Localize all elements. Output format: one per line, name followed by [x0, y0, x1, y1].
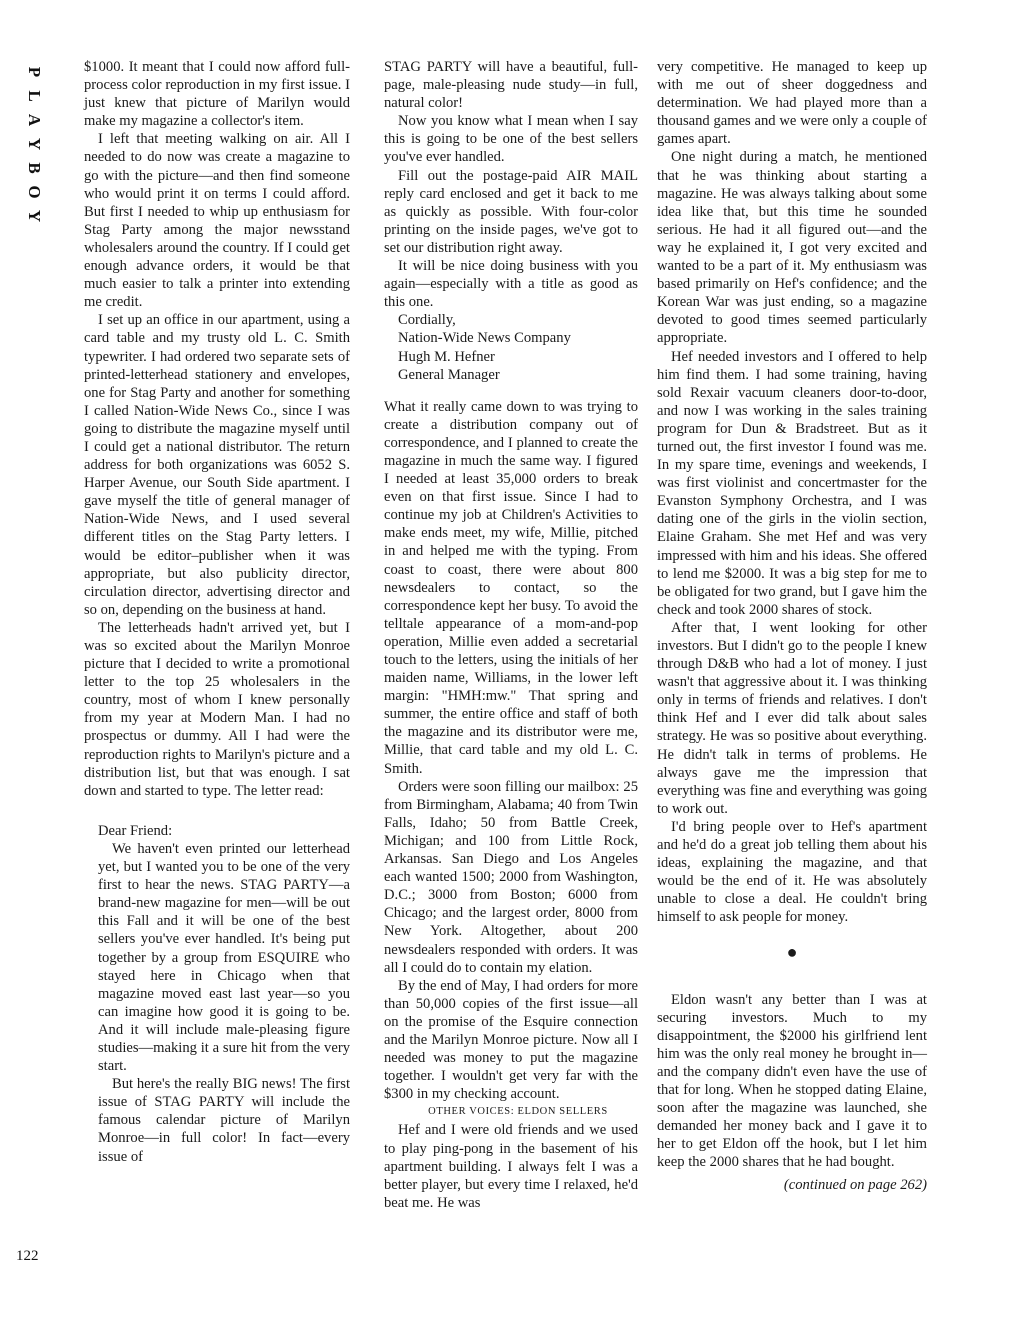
letter-signature	[398, 311, 638, 383]
spine-letter: Y	[25, 209, 44, 223]
paragraph: The letterheads hadn't arrived yet, but I was so excited about the Marilyn Monroe picture that I decided to write a promotional letter to the top 25 wholesalers in the country, most of whom I knew personally from my year at Modern Man. I had no prospectus or dummy. All I had were the reproduction rights to Marilyn's picture and a distribution list, but that was enough. I sat down and started to type. The letter read:	[84, 619, 350, 799]
spine-letter: O	[25, 185, 44, 199]
spine-letter: P	[25, 66, 44, 78]
column-1	[84, 58, 350, 1166]
page-number: 122	[16, 1248, 39, 1264]
section-heading: OTHER VOICES: ELDON SELLERS	[428, 1106, 608, 1118]
paragraph: Orders were soon filling our mailbox: 25 from Birmingham, Alabama; 40 from Twin Falls, Idaho; 50 from Battle Creek, Michigan; and 100 from Little Rock, Arkansas. San Diego and Los Angeles each wanted 1500; 2000 from Washington, D.C.; 3000 from Boston; 6000 from Chicago; and the largest order, 8000 from New York. Altogether, about 200 newsdealers responded with orders. It was all I could do to contain my elation.	[384, 778, 638, 976]
spine-letter: B	[25, 162, 44, 174]
paragraph: Eldon wasn't any better than I was at securing investors. Much to my disappointment, the $2000 his girlfriend lent him was the only real money he brought in—and the company didn't even have the use of that for long. When he stopped dating Elaine, soon after the magazine was launched, she demanded her money back and I gave it to her to get Eldon off the hook, but I let him keep the 2000 shares that he had bought.	[657, 991, 927, 1171]
signature-line: General Manager	[398, 366, 500, 383]
column-3	[657, 58, 927, 1194]
column-2	[384, 58, 638, 1212]
paragraph: I'd bring people over to Hef's apartment and he'd do a great job telling them about his ideas, explaining the magazine, and that would be the end of it. He was absolutely unable to close a deal. He couldn't bring himself to ask people for money.	[657, 818, 927, 926]
paragraph: I set up an office in our apartment, using a card table and my trusty old L. C. Smith typewriter. I had ordered two separate sets of printed-letterhead stationery and envelopes, one for Stag Party and another for something I called Nation-Wide News Co., since I was going to distribute the magazine myself until I could get a national distributor. The return address for both organizations was 6052 S. Harper Avenue, our South Side apartment. I gave myself the title of general manager of Nation-Wide News, and I used several different titles on the Stag Party letters. I would be editor–publisher when it was appropriate, but also publicity director, circulation director, advertising director and so on, depending on the business at hand.	[84, 312, 350, 618]
letter-salutation: Dear Friend:	[98, 822, 173, 839]
letter-paragraph: But here's the really BIG news! The first issue of STAG PARTY will include the famous calendar picture of Marilyn Monroe—in full color! In fact—every issue of	[98, 1076, 350, 1165]
paragraph: After that, I went looking for other investors. But I didn't go to the people I knew through D&B who had a lot of money. I just wasn't that aggressive about it. I was thinking only in terms of friends and relatives. I don't think Hef and I ever did talk about sales strategy. He was so positive about everything. He didn't talk in terms of problems. He always gave me the impression that everything was fine and everything was going to work out.	[657, 619, 927, 817]
spine-letter: L	[25, 90, 44, 102]
letter-paragraph: It will be nice doing business with you again—especially with a title as good as this one.	[384, 258, 638, 311]
letter-paragraph: Fill out the postage-paid AIR MAIL reply card enclosed and get it back to me as quickly as possible. With four-color printing on the inside pages, we've got to set our distribution right away.	[384, 167, 638, 256]
paragraph: I left that meeting walking on air. All I needed to do now was create a magazine to go with the picture—and then find someone who would print it on terms I could afford. But first I needed to whip up enthusiasm for Stag Party among the major newsstand wholesalers around the country. If I could get enough advance orders, it would be that much easier to talk a printer into extending me credit.	[84, 131, 350, 311]
paragraph: What it really came down to was trying to create a distribution company out of correspondence, and I planned to create the magazine in much the same way. I figured I needed at least 35,000 orders to break even on that first issue. Since I had to continue my job at Children's Activities to make ends meet, my wife, Millie, pitched in and helped me with the typing. From coast to coast, there were about 800 newsdealers to contact, so the correspondence kept her busy. To avoid the telltale appearance of a mom-and-pop operation, Millie even added a secretarial touch to the letters, using the initials of her maiden name, Williams, in the lower left margin: "HMH:mw." That spring and summer, the entire office and staff of both the magazine and its distributor were me, Millie, that card table and my old L. C. Smith.	[384, 398, 638, 777]
letter-paragraph: We haven't even printed our letterhead yet, but I wanted you to be one of the very first to hear the news. STAG PARTY—a brand-new magazine for men—will be out this Fall and it will be one of the best sellers you've ever handled. It's being put together by a group from ESQUIRE who stayed here in Chicago when that magazine moved east last year—so you can imagine how good it is going to be. And it will include male-pleasing figure studies—making it a sure hit from the very start.	[98, 840, 350, 1075]
signature-line: Nation-Wide News Company	[398, 330, 571, 347]
paragraph: Hef needed investors and I offered to help him find them. I had some training, having sold Rexair vacuum cleaners door-to-door, and now I was working in the sales training program for Dun & Bradstreet. But as it turned out, the first investor I found was me. In my spare time, evenings and weekends, I was first violinist and concertmaster for the Evanston Symphony Orchestra, and I was dating one of the girls in the violin section, Elaine Graham. She met Hef and was very impressed with him and his ideas. She offered to lend me $2000. It was a big step for me to be obligated for two grand, but I gave him the check and took 2000 shares of stock.	[657, 348, 927, 618]
paragraph: very competitive. He managed to keep up with me out of sheer doggedness and determination. We had played more than a thousand games and we were only a couple of games apart.	[657, 59, 927, 148]
letter-paragraph: Now you know what I mean when I say this is going to be one of the best sellers you've ever handled.	[384, 113, 638, 166]
spine-letter: Y	[25, 137, 44, 151]
paragraph: One night during a match, he mentioned that he was thinking about starting a magazine. He was always talking about some idea like that, but this time he sounded serious. He had it all figured out—and the way he explained it, I got very excited and wanted to be a part of it. My enthusiasm was based primarily on Hef's confidence; and the Korean War was just ending, so a magazine devoted to good times seemed particularly appropriate.	[657, 149, 927, 347]
promotional-letter	[98, 822, 350, 1166]
paragraph: Hef and I were old friends and we used to play ping-pong in the basement of his apartment building. I always felt I was a better player, but every time I relaxed, he'd beat me. He was	[384, 1122, 638, 1211]
spine-letter: A	[25, 113, 44, 127]
continued-note: (continued on page 262)	[783, 1176, 927, 1193]
paragraph: By the end of May, I had orders for more than 50,000 copies of the first issue—all on the promise of the Esquire connection and the Marilyn Monroe picture. Now all I needed was money to put the magazine together. I wouldn't get very far with the $300 in my checking account.	[384, 977, 638, 1103]
magazine-spine-title	[22, 60, 46, 228]
paragraph: $1000. It meant that I could now afford full-process color reproduction in my first issue. I just knew that picture of Marilyn would make my magazine a collector's item.	[84, 59, 350, 130]
section-bullet: ●	[786, 941, 798, 962]
letter-paragraph: STAG PARTY will have a beautiful, full-page, male-pleasing nude study—in full, natural color!	[384, 59, 638, 112]
signature-line: Hugh M. Hefner	[398, 348, 495, 365]
signature-line: Cordially,	[398, 312, 456, 329]
